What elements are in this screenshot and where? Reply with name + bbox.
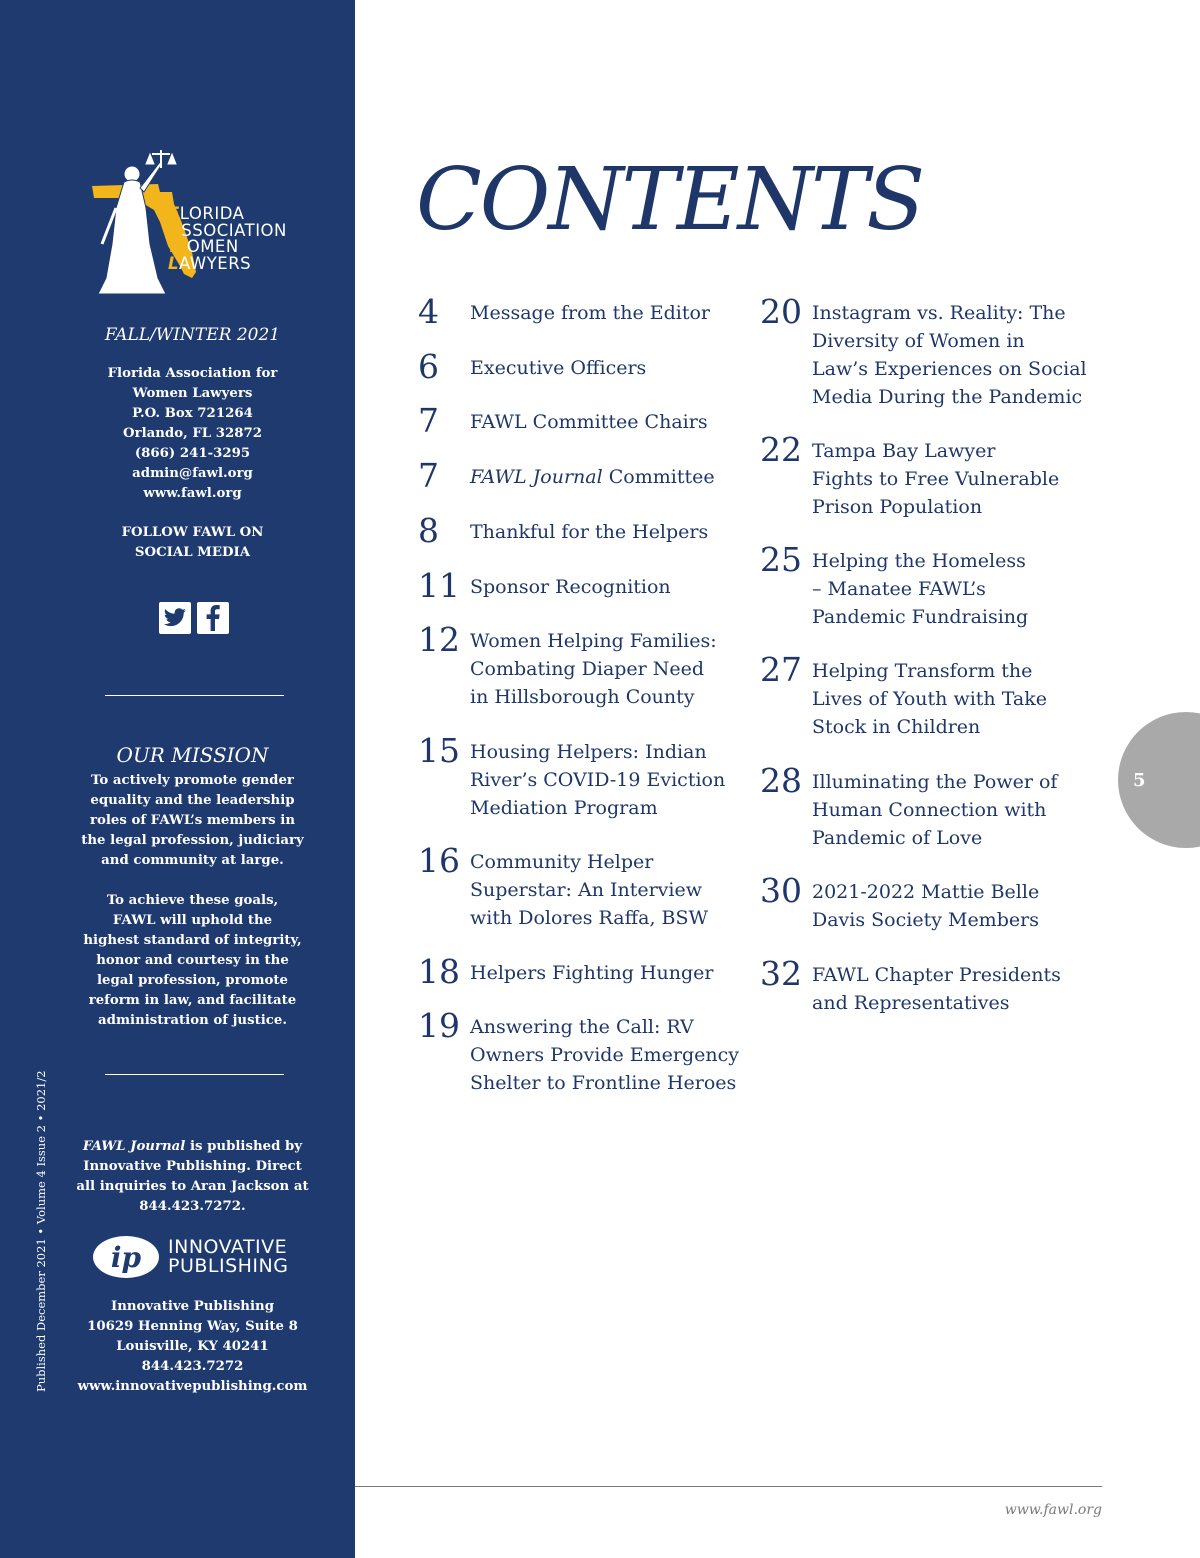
divider: [105, 1074, 284, 1075]
entry-title-line: 2021-2022 Mattie Belle: [812, 881, 1040, 903]
logo-word: OMEN: [186, 237, 239, 256]
entry-title: [470, 623, 717, 711]
contents-entry[interactable]: [760, 650, 1047, 741]
entry-title-line: FAWL Chapter Presidents: [812, 964, 1061, 986]
entry-title-line: Prison Population: [812, 496, 983, 518]
page-number: 4: [418, 292, 439, 331]
page-number: 22: [760, 430, 802, 469]
ip-mark: ip: [110, 1241, 142, 1274]
mission-line: administration of justice.: [98, 1013, 287, 1028]
contents-entry[interactable]: [418, 511, 709, 550]
publisher-note-line: all inquiries to Aran Jackson at: [76, 1179, 309, 1194]
logo-word: SSOCIATION: [181, 220, 287, 240]
footer-divider: [355, 1486, 1102, 1487]
mission-paragraph: [60, 891, 325, 1031]
entry-title-line: and Representatives: [812, 992, 1010, 1014]
page-number: 11: [418, 566, 460, 605]
entry-title-line: in Hillsborough County: [470, 686, 695, 708]
entry-title: [470, 844, 708, 932]
logo-word: LORIDA: [179, 204, 245, 223]
journal-name: FAWL Journal: [82, 1139, 186, 1154]
entry-title-line: with Dolores Raffa, BSW: [470, 907, 709, 929]
publisher-note-line: Innovative Publishing. Direct: [83, 1159, 302, 1174]
publisher-note-line: is published by: [185, 1139, 303, 1154]
entry-title: [812, 874, 1039, 934]
page-number: 30: [760, 871, 802, 910]
publisher-address: [60, 1297, 325, 1397]
contents-entry[interactable]: [418, 566, 671, 605]
page-number-tab: [1118, 712, 1200, 848]
contents-entry[interactable]: [418, 401, 708, 440]
publisher-address-line: Louisville, KY 40241: [116, 1339, 269, 1354]
page-number: 12: [418, 620, 460, 659]
entry-title-line: Helping Transform the: [812, 660, 1033, 682]
fawl-address: [60, 364, 325, 504]
mission-paragraph: [60, 771, 325, 871]
entry-title-line: Women Helping Families:: [470, 630, 717, 652]
address-line: (866) 241-3295: [134, 446, 251, 461]
entry-title: Message from the Editor: [470, 302, 711, 324]
page-number: 18: [418, 952, 460, 991]
publisher-note-line: 844.423.7272.: [139, 1199, 246, 1214]
contents-entry[interactable]: [418, 1006, 739, 1097]
contents-entry[interactable]: [418, 841, 709, 932]
entry-title: [812, 433, 1059, 521]
entry-title-line: Illuminating the Power of: [812, 771, 1058, 793]
entry-title-line: Helping the Homeless: [812, 550, 1026, 572]
address-line: Women Lawyers: [132, 386, 253, 401]
mission-line: reform in law, and facilitate: [88, 993, 297, 1008]
entry-title: [812, 295, 1087, 411]
page-number: 6: [418, 347, 439, 386]
entry-title-line: Stock in Children: [812, 716, 981, 738]
page-number-label: 5: [1133, 770, 1146, 791]
address-line: Florida Association for: [107, 366, 278, 381]
entry-title-line: Law’s Experiences on Social: [812, 358, 1087, 380]
entry-title-line: Answering the Call: RV: [470, 1016, 694, 1038]
entry-title: [812, 543, 1028, 631]
entry-title-line: Pandemic Fundraising: [812, 606, 1029, 628]
entry-title-line: – Manatee FAWL’s: [812, 578, 986, 600]
contents-entry[interactable]: [418, 347, 647, 386]
divider: [105, 695, 284, 696]
social-links: [159, 602, 229, 634]
page-number: 7: [418, 401, 439, 440]
mission-line: the legal profession, judiciary: [81, 833, 304, 848]
entry-title-line: River’s COVID-19 Eviction: [470, 769, 726, 791]
entry-title: [812, 764, 1057, 852]
publisher-website-link[interactable]: www.innovativepublishing.com: [77, 1379, 308, 1394]
page-number: 8: [418, 511, 439, 550]
page-number: 15: [418, 731, 460, 770]
entry-title: [470, 1009, 739, 1097]
contents-entry[interactable]: [760, 292, 1087, 411]
entry-title: [812, 957, 1061, 1017]
publisher-address-line: 844.423.7272: [141, 1359, 244, 1374]
mission-line: and community at large.: [101, 853, 284, 868]
follow-line: SOCIAL MEDIA: [134, 545, 251, 560]
contents-entry[interactable]: [418, 292, 711, 331]
contents-entry[interactable]: [760, 871, 1040, 934]
fawl-logo-text: [168, 206, 287, 272]
mission-line: legal profession, promote: [97, 973, 288, 988]
mission-line: To actively promote gender: [91, 773, 294, 788]
entry-title-line: Tampa Bay Lawyer: [812, 440, 996, 462]
publication-info-vertical: Published December 2021 • Volume 4 Issue 2 • 2021/2: [34, 1070, 48, 1392]
facebook-icon[interactable]: [197, 602, 229, 634]
logo-initial: F: [168, 204, 180, 223]
page-number: 27: [760, 650, 802, 689]
entry-title-line: Owners Provide Emergency: [470, 1044, 739, 1066]
entry-title-line: Pandemic of Love: [812, 827, 983, 849]
entry-title: [470, 459, 715, 492]
page-number: 25: [760, 540, 802, 579]
ip-logo-line: INNOVATIVE: [168, 1236, 288, 1258]
ip-logo-line: PUBLISHING: [168, 1255, 289, 1277]
contents-entry[interactable]: [760, 954, 1061, 1017]
entry-title-line: Shelter to Frontline Heroes: [470, 1072, 737, 1094]
ip-logo-text: [168, 1238, 288, 1276]
mission-line: FAWL will uphold the: [112, 913, 273, 928]
entry-title-line: Diversity of Women in: [812, 330, 1025, 352]
entry-title: Executive Officers: [470, 357, 647, 379]
logo-word: AWYERS: [179, 253, 252, 273]
contents-entry[interactable]: [418, 731, 726, 822]
entry-title-line: Superstar: An Interview: [470, 879, 702, 901]
contents-entry[interactable]: [760, 761, 1058, 852]
contents-entry[interactable]: [418, 620, 717, 711]
page-number: 7: [418, 456, 439, 495]
entry-title-rest: Committee: [602, 466, 715, 488]
publisher-address-line: Innovative Publishing: [110, 1299, 274, 1314]
sidebar: [0, 0, 355, 1558]
mission-line: highest standard of integrity,: [83, 933, 302, 948]
contents-entry[interactable]: [418, 456, 715, 495]
entry-title-line: Fights to Free Vulnerable: [812, 468, 1060, 490]
mission-line: equality and the leadership: [90, 793, 295, 808]
follow-text: [60, 523, 325, 563]
entry-title-line: Housing Helpers: Indian: [470, 741, 707, 763]
entry-title-line: Lives of Youth with Take: [812, 688, 1047, 710]
entry-title-line: Instagram vs. Reality: The: [812, 302, 1066, 324]
logo-initial: W: [168, 237, 187, 256]
page-number: 28: [760, 761, 802, 800]
mission-title: OUR MISSION: [116, 743, 269, 767]
issue-season: FALL/WINTER 2021: [104, 325, 281, 345]
entry-title-italic: FAWL Journal: [470, 466, 603, 488]
entry-title-line: Davis Society Members: [812, 909, 1039, 931]
entry-title: FAWL Committee Chairs: [470, 411, 708, 433]
entry-title-line: Mediation Program: [470, 797, 658, 819]
page-number: 20: [760, 292, 802, 331]
twitter-icon[interactable]: [159, 602, 191, 634]
footer-website-link[interactable]: www.fawl.org: [1004, 1502, 1102, 1518]
page-number: 16: [418, 841, 460, 880]
contents-entry[interactable]: [418, 952, 714, 991]
entry-title: [470, 734, 725, 822]
address-line: Orlando, FL 32872: [122, 426, 263, 441]
entry-title: Helpers Fighting Hunger: [470, 962, 714, 984]
entry-title-line: Media During the Pandemic: [812, 386, 1083, 408]
entry-title: Sponsor Recognition: [470, 576, 671, 598]
mission-line: roles of FAWL’s members in: [89, 813, 296, 828]
publisher-address-line: 10629 Henning Way, Suite 8: [87, 1319, 298, 1334]
page-number: 32: [760, 954, 802, 993]
email-link[interactable]: admin@fawl.org: [132, 466, 253, 481]
logo-initial: A: [168, 220, 182, 240]
publisher-note: [60, 1137, 325, 1217]
follow-line: FOLLOW FAWL ON: [121, 525, 264, 540]
contents-entry[interactable]: [760, 430, 1060, 521]
mission-line: To achieve these goals,: [106, 893, 279, 908]
entry-title: Thankful for the Helpers: [470, 521, 709, 543]
entry-title: [812, 653, 1047, 741]
page-number: 19: [418, 1006, 460, 1045]
entry-title-line: Combating Diaper Need: [470, 658, 705, 680]
website-link[interactable]: www.fawl.org: [143, 486, 242, 501]
contents-title: CONTENTS: [416, 150, 924, 250]
address-line: P.O. Box 721264: [132, 406, 253, 421]
contents-entry[interactable]: [760, 540, 1029, 631]
entry-title-line: Community Helper: [470, 851, 654, 873]
entry-title-line: Human Connection with: [812, 799, 1047, 821]
logo-initial: L: [168, 253, 180, 273]
mission-line: honor and courtesy in the: [96, 953, 289, 968]
